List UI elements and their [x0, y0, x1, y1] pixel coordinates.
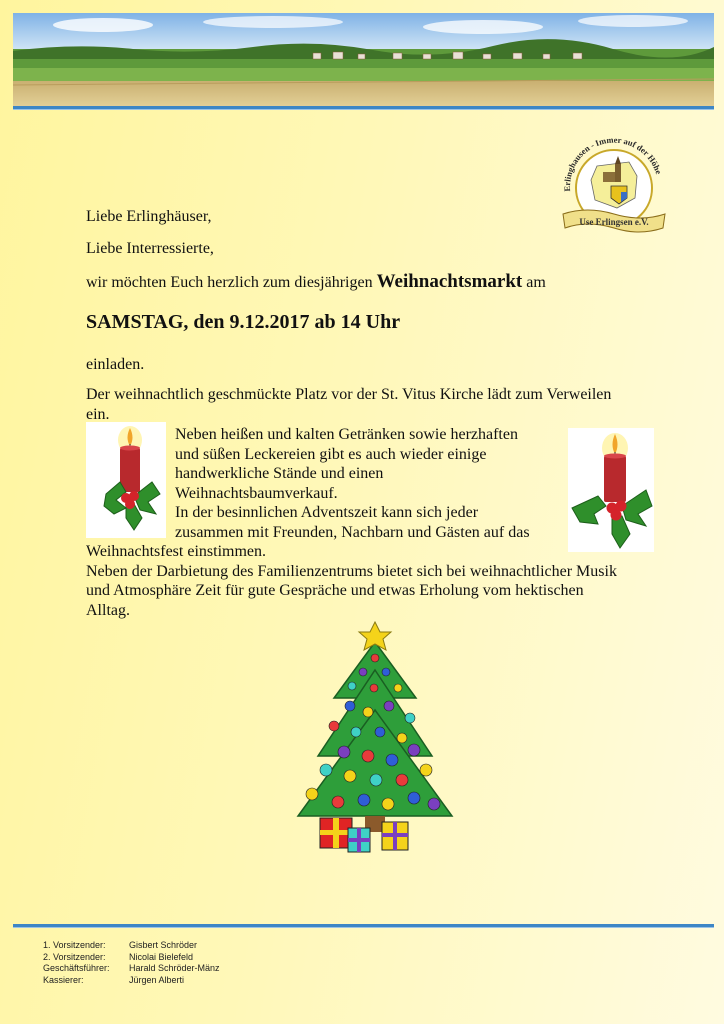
gift-red	[320, 818, 352, 848]
intro-text: wir möchten Euch herzlich zum diesjährigen	[86, 274, 373, 291]
weihnachtsmarkt-heading: Weihnachtsmarkt	[376, 271, 523, 292]
greeting-interessierte: Liebe Interressierte,	[86, 240, 214, 257]
logo-arc-text: Erlinghausen - Immer auf der Höhe	[561, 136, 664, 192]
intro-line	[86, 272, 546, 292]
footer-name: Nicolai Bielefeld	[129, 951, 194, 962]
candle-holly-right	[568, 428, 654, 557]
footer-row	[43, 940, 220, 952]
footer-role: 1. Vorsitzender:	[43, 940, 106, 950]
candle-holly-left	[86, 422, 166, 543]
club-logo	[557, 136, 671, 236]
footer-name: Jürgen Alberti	[129, 974, 185, 985]
event-date: SAMSTAG, den 9.12.2017 ab 14 Uhr	[86, 311, 401, 333]
footer-name: Gisbert Schröder	[129, 940, 198, 950]
para1-line: ein.	[86, 405, 110, 423]
intro-end: am	[526, 274, 546, 291]
christmas-tree-illustration	[288, 620, 462, 861]
footer-row	[43, 975, 220, 987]
gift-cyan	[348, 828, 370, 852]
para1-line: Der weihnachtlich geschmückte Platz vor der St. Vitus Kirche lädt zum Verweilen	[86, 386, 612, 403]
para2-last-line: Weihnachtsfest einstimmen.	[86, 543, 266, 560]
paragraph-platz	[86, 385, 656, 424]
gift-yellow	[382, 822, 408, 850]
footer-row	[43, 963, 220, 975]
footer-role: 2. Vorsitzender:	[43, 951, 106, 962]
village-panorama-banner	[13, 13, 714, 106]
para2-line: und süßen Leckereien gibt es auch wieder einige	[175, 445, 487, 463]
para3-line: und Atmosphäre Zeit für gute Gespräche und etwas Erholung vom hektischen	[86, 582, 584, 599]
logo-ribbon-text: Use Erlingsen e.V.	[579, 217, 649, 227]
footer-rule	[13, 924, 714, 928]
footer-role: Kassierer:	[43, 974, 84, 985]
para2-line: Weihnachtsbaumverkauf.	[175, 484, 338, 502]
greeting-erlinghaeuser: Liebe Erlinghäuser,	[86, 208, 212, 225]
footer-name: Harald Schröder-Mänz	[129, 963, 220, 973]
para2-line: handwerkliche Stände und einen	[175, 465, 384, 482]
footer-role: Geschäftsführer:	[43, 963, 110, 973]
einladen-text: einladen.	[86, 356, 145, 373]
para2-line: Neben heißen und kalten Getränken sowie herzhaften	[175, 426, 518, 443]
footer-board-list	[43, 940, 220, 986]
para3-line: Alltag.	[86, 601, 130, 619]
para3-line: Neben der Darbietung des Familienzentrums bietet sich bei weihnachtlicher Musik	[86, 562, 617, 580]
para2-line: In der besinnlichen Adventszeit kann sich jeder	[175, 504, 479, 521]
para2-line: zusammen mit Freunden, Nachbarn und Gästen auf das	[175, 523, 530, 541]
footer-row	[43, 952, 220, 964]
paragraph-stands	[175, 425, 565, 542]
header-rule	[13, 106, 714, 110]
